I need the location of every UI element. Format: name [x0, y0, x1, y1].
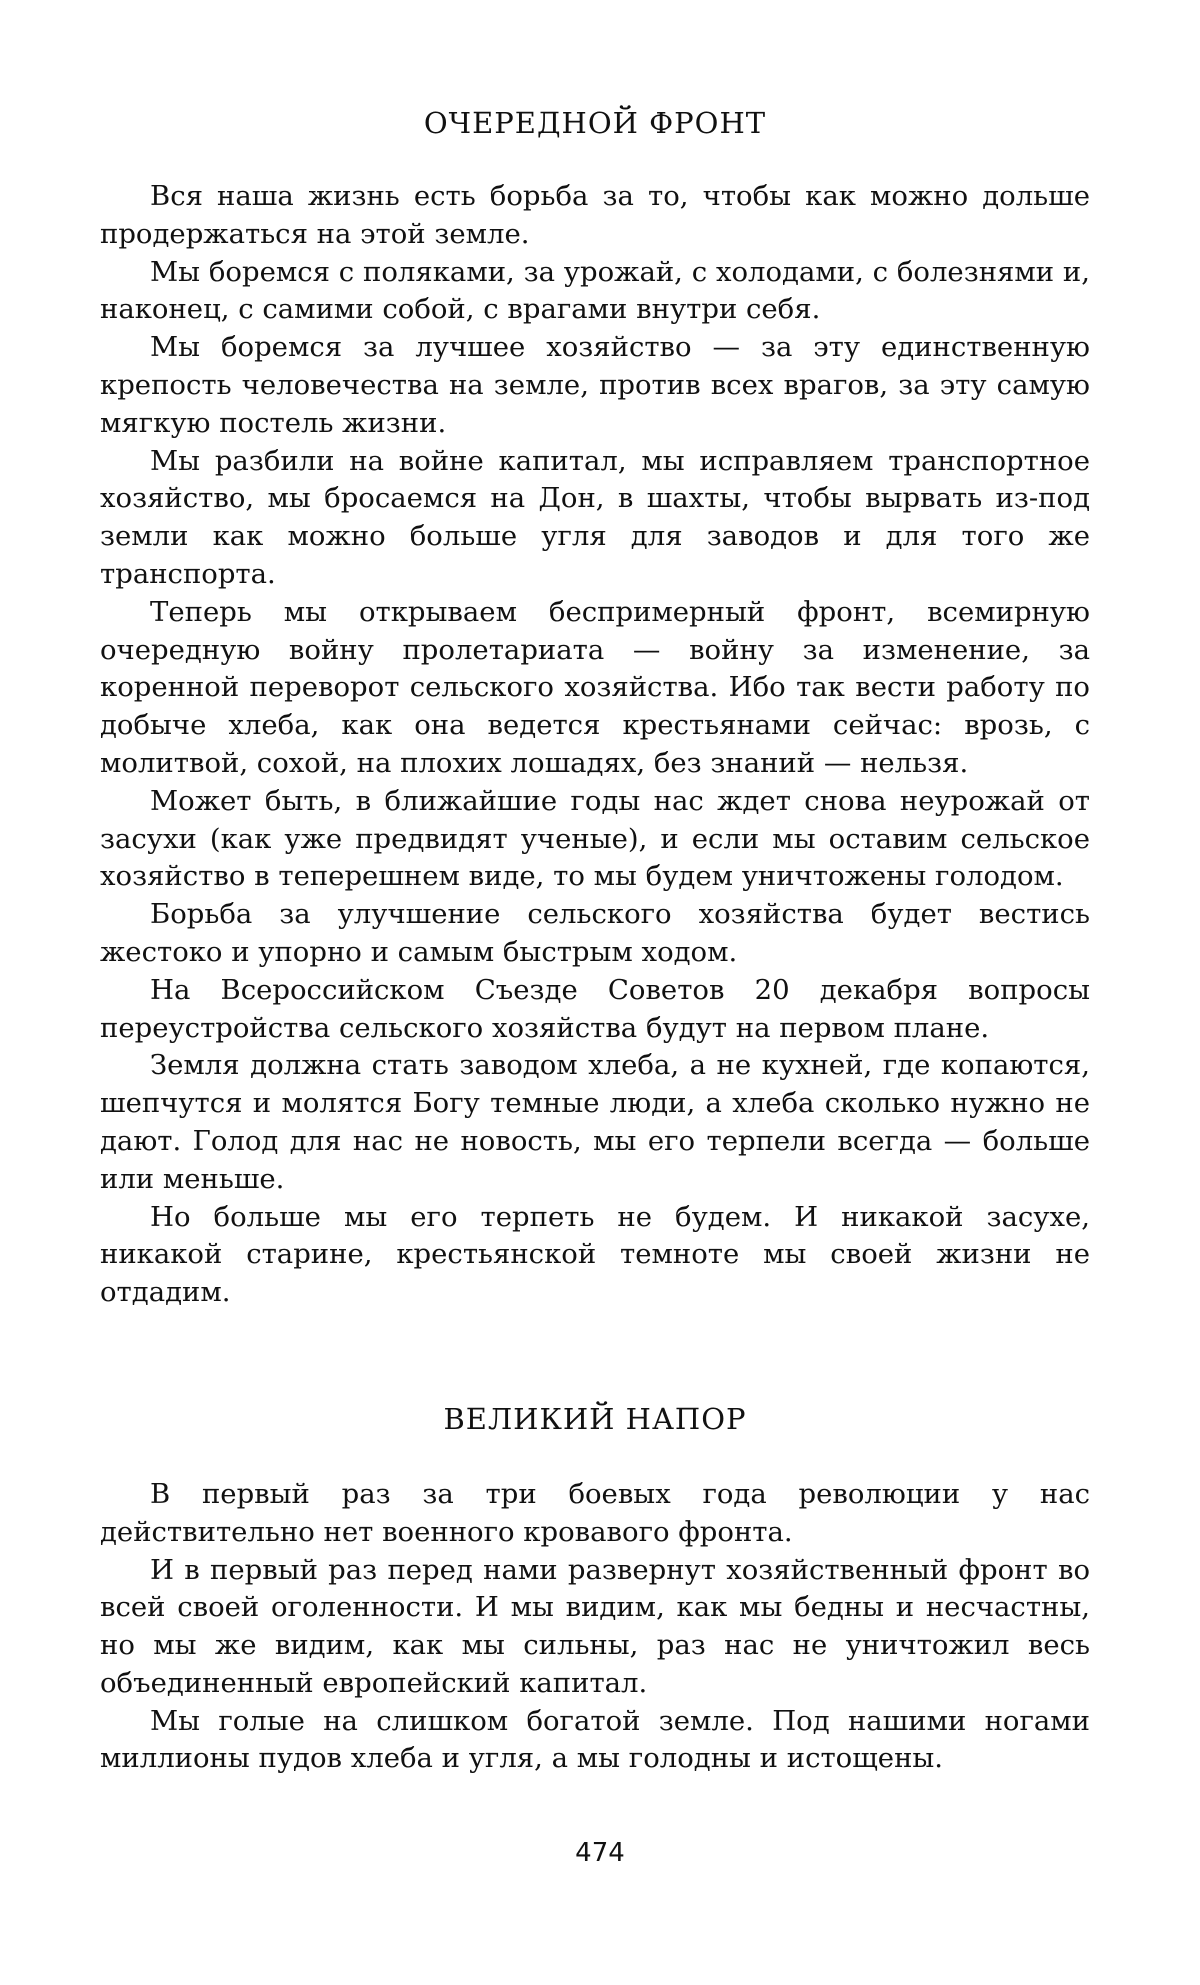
paragraph: Мы разбили на войне капитал, мы исправляем транспортное хозяйство, мы бросаемся на Дон, в шахты, чтобы вырвать из-под земли как можно больше угля для заводов и для того же транспорта. — [100, 444, 1090, 590]
paragraph: И в первый раз перед нами развернут хозяйственный фронт во всей своей оголенности. И мы видим, как мы бедны и несчастны, но мы же видим, как мы сильны, раз нас не уничтожил весь объединенный европейский капитал. — [100, 1553, 1090, 1699]
section-body-ocherednoy-front — [100, 178, 1090, 1312]
paragraph: В первый раз за три боевых года революции у нас действительно нет военного кровавого фронта. — [100, 1477, 1090, 1548]
paragraph: Борьба за улучшение сельского хозяйства будет вестись жестоко и упорно и самым быстрым ходом. — [100, 898, 1090, 968]
paragraph: Мы голые на слишком богатой земле. Под нашими ногами миллионы пудов хлеба и угля, а мы голодны и истощены. — [100, 1704, 1090, 1775]
paragraph: На Всероссийском Съезде Советов 20 декабря вопросы переустройства сельского хозяйства будут на первом плане. — [100, 973, 1090, 1044]
section-title-velikiy-napor: ВЕЛИКИЙ НАПОР — [443, 1401, 747, 1436]
page-body — [100, 0, 1090, 1778]
paragraph: Мы боремся за лучшее хозяйство — за эту единственную крепость человечества на земле, против всех врагов, за эту самую мягкую постель жизни. — [100, 331, 1090, 439]
page-number: 474 — [575, 1838, 625, 1868]
paragraph: Вся наша жизнь есть борьба за то, чтобы как можно дольше продержаться на этой земле. — [100, 180, 1090, 250]
paragraph: Теперь мы открываем беспримерный фронт, всемирную очередную войну пролетариата — войну за изменение, за коренной переворот сельского хозяйства. Ибо так вести работу по добыче хлеба, как она ведется крестьянами сейчас: врозь, с молитвой, сохой, на плохих лошадях, без знаний — нельзя. — [100, 595, 1090, 779]
paragraph: Земля должна стать заводом хлеба, а не кухней, где копаются, шепчутся и молятся Богу темные люди, а хлеба сколько нужно не дают. Голод для нас не новость, мы его терпели всегда — больше или меньше. — [100, 1049, 1090, 1195]
paragraph: Но больше мы его терпеть не будем. И никакой засухе, никакой старине, крестьянской темноте мы своей жизни не отдадим. — [100, 1200, 1090, 1309]
section-body-velikiy-napor — [100, 1476, 1090, 1778]
section-title-ocherednoy-front: ОЧЕРЕДНОЙ ФРОНТ — [423, 106, 767, 140]
paragraph: Мы боремся с поляками, за урожай, с холодами, с болезнями и, наконец, с самими собой, с врагами внутри себя. — [100, 255, 1090, 326]
paragraph: Может быть, в ближайшие годы нас ждет снова неурожай от засухи (как уже предвидят ученые), и если мы оставим сельское хозяйство в теперешнем виде, то мы будем уничтожены голодом. — [100, 784, 1090, 893]
